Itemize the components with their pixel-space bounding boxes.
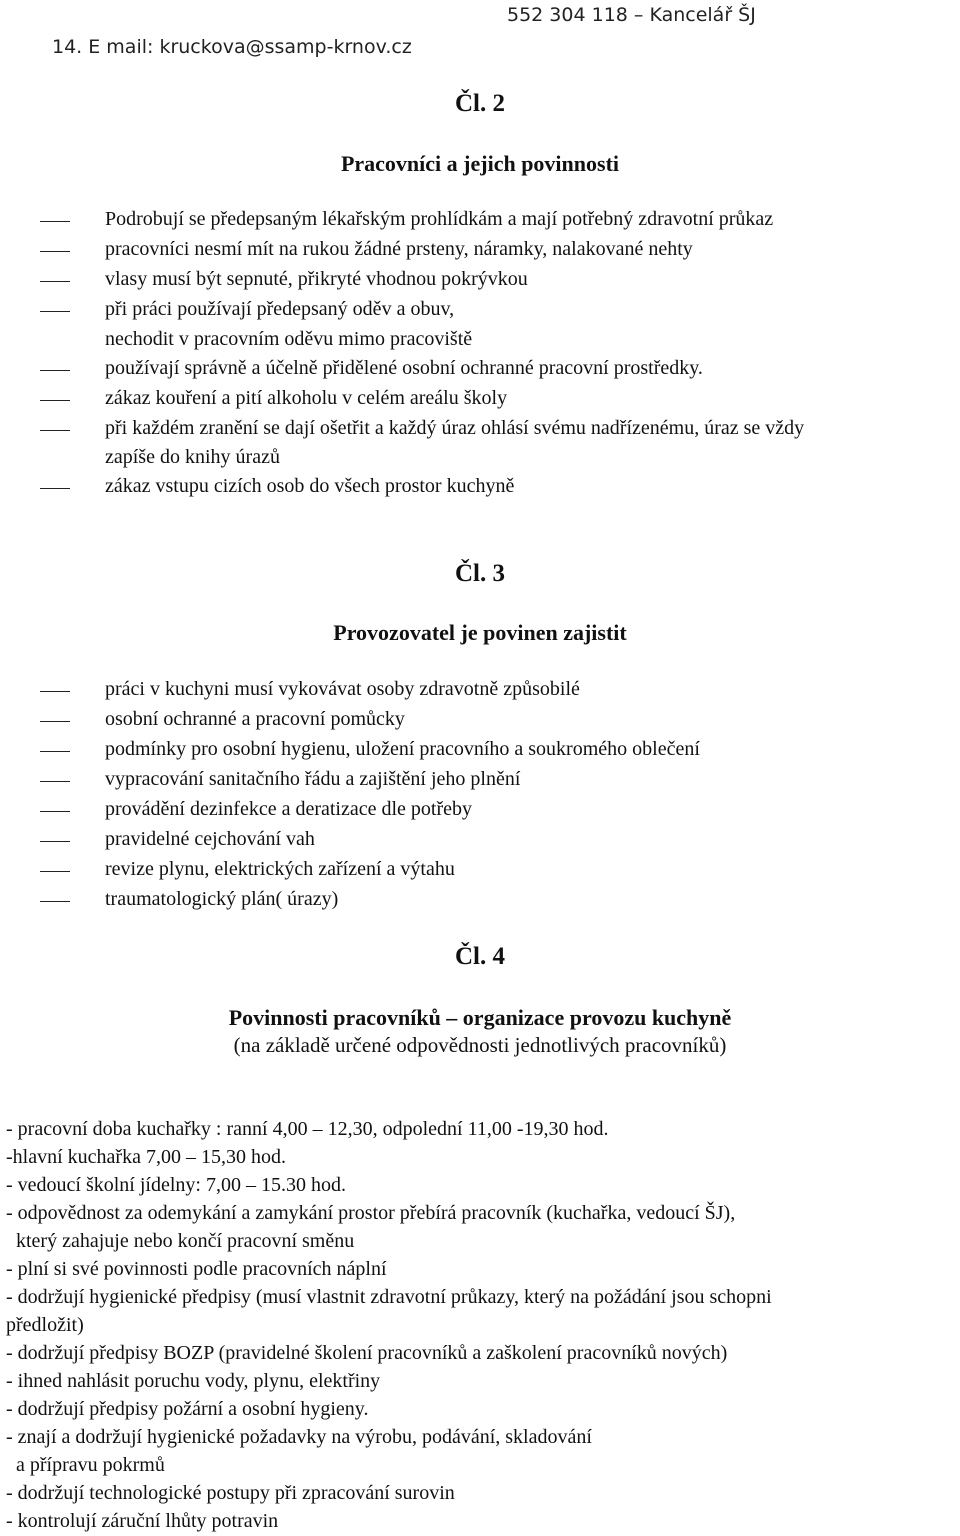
art3-dash-5: [40, 811, 70, 812]
article-2-number: Čl. 2: [455, 90, 505, 117]
art3-dash-8: [40, 901, 70, 902]
art3-dash-3: [40, 751, 70, 752]
art4-line-8: předložit): [6, 1314, 84, 1336]
art4-line-5: který zahajuje nebo končí pracovní směnu: [6, 1230, 355, 1252]
art4-line-2: -hlavní kuchařka 7,00 – 15,30 hod.: [6, 1146, 286, 1168]
art4-line-11: - dodržují předpisy požární a osobní hygieny.: [6, 1398, 369, 1420]
art3-item-1: práci v kuchyni musí vykovávat osoby zdravotně způsobilé: [105, 678, 580, 700]
art2-dash-8: [40, 430, 70, 431]
article-4-number: Čl. 4: [455, 943, 505, 970]
art3-dash-4: [40, 781, 70, 782]
art2-item-8: při každém zranění se dají ošetřit a každý úraz ohlásí svému nadřízenému, úraz se vždy: [105, 417, 805, 439]
art2-dash-10: [40, 488, 70, 489]
article-4-subtitle: (na základě určené odpovědnosti jednotlivých pracovníků): [233, 1033, 727, 1057]
art2-item-2: pracovníci nesmí mít na rukou žádné prsteny, náramky, nalakované nehty: [105, 238, 693, 260]
art4-line-13: a přípravu pokrmů: [6, 1454, 165, 1476]
article-2-title: Pracovníci a jejich povinnosti: [340, 151, 620, 176]
art4-line-4: - odpovědnost za odemykání a zamykání prostor přebírá pracovník (kuchařka, vedoucí ŠJ),: [6, 1202, 736, 1224]
art4-line-1: - pracovní doba kuchařky : ranní 4,00 – 12,30, odpolední 11,00 -19,30 hod.: [6, 1118, 609, 1140]
art3-dash-2: [40, 721, 70, 722]
art2-dash-4: [40, 311, 70, 312]
art4-line-6: - plní si své povinnosti podle pracovních náplní: [6, 1258, 387, 1280]
art2-item-4: při práci používají předepsaný oděv a obuv,: [105, 298, 455, 320]
art2-item-6: používají správně a účelně přidělené osobní ochranné pracovní prostředky.: [105, 357, 703, 379]
art2-dash-7: [40, 400, 70, 401]
art2-item-1: Podrobují se předepsaným lékařským prohlídkám a mají potřebný zdravotní průkaz: [105, 208, 774, 230]
art2-item-3: vlasy musí být sepnuté, přikryté vhodnou pokrývkou: [105, 268, 528, 290]
art4-line-9: - dodržují předpisy BOZP (pravidelné školení pracovníků a zaškolení pracovníků nových): [6, 1342, 728, 1364]
art2-dash-2: [40, 251, 70, 252]
art3-dash-6: [40, 841, 70, 842]
art4-line-3: - vedoucí školní jídelny: 7,00 – 15.30 hod.: [6, 1174, 346, 1196]
art4-line-15: - kontrolují záruční lhůty potravin: [6, 1510, 279, 1532]
article-4-title: Povinnosti pracovníků – organizace provozu kuchyně: [228, 1005, 732, 1030]
art3-dash-7: [40, 871, 70, 872]
art3-item-2: osobní ochranné a pracovní pomůcky: [105, 708, 405, 730]
art3-item-6: pravidelné cejchování vah: [105, 828, 315, 850]
art4-line-12: - znají a dodržují hygienické požadavky na výrobu, podávání, skladování: [6, 1426, 592, 1448]
art2-item-5: nechodit v pracovním oděvu mimo pracoviště: [105, 328, 473, 350]
article-3-number: Čl. 3: [455, 560, 505, 587]
art2-item-10: zákaz vstupu cizích osob do všech prostor kuchyně: [105, 475, 515, 497]
art2-dash-3: [40, 281, 70, 282]
art3-item-3: podmínky pro osobní hygienu, uložení pracovního a soukromého oblečení: [105, 738, 700, 760]
article-3-title: Provozovatel je povinen zajistit: [333, 620, 627, 645]
art3-dash-1: [40, 691, 70, 692]
art3-item-5: provádění dezinfekce a deratizace dle potřeby: [105, 798, 473, 820]
art4-line-10: - ihned nahlásit poruchu vody, plynu, elektřiny: [6, 1370, 381, 1392]
art2-item-9: zapíše do knihy úrazů: [105, 446, 280, 468]
page-header-left: 14. E mail: kruckova@ssamp-krnov.cz: [52, 36, 412, 58]
art3-item-8: traumatologický plán( úrazy): [105, 888, 339, 910]
art3-item-7: revize plynu, elektrických zařízení a výtahu: [105, 858, 455, 880]
art2-item-7: zákaz kouření a pití alkoholu v celém areálu školy: [105, 387, 508, 409]
art4-line-7: - dodržují hygienické předpisy (musí vlastnit zdravotní průkazy, který na požádání jsou schopni: [6, 1286, 772, 1308]
art2-dash-1: [40, 221, 70, 222]
art2-dash-6: [40, 370, 70, 371]
page-header-right: 552 304 118 – Kancelář ŠJ: [507, 4, 756, 26]
art3-item-4: vypracování sanitačního řádu a zajištění jeho plnění: [105, 768, 521, 790]
art4-line-14: - dodržují technologické postupy při zpracování surovin: [6, 1482, 455, 1504]
